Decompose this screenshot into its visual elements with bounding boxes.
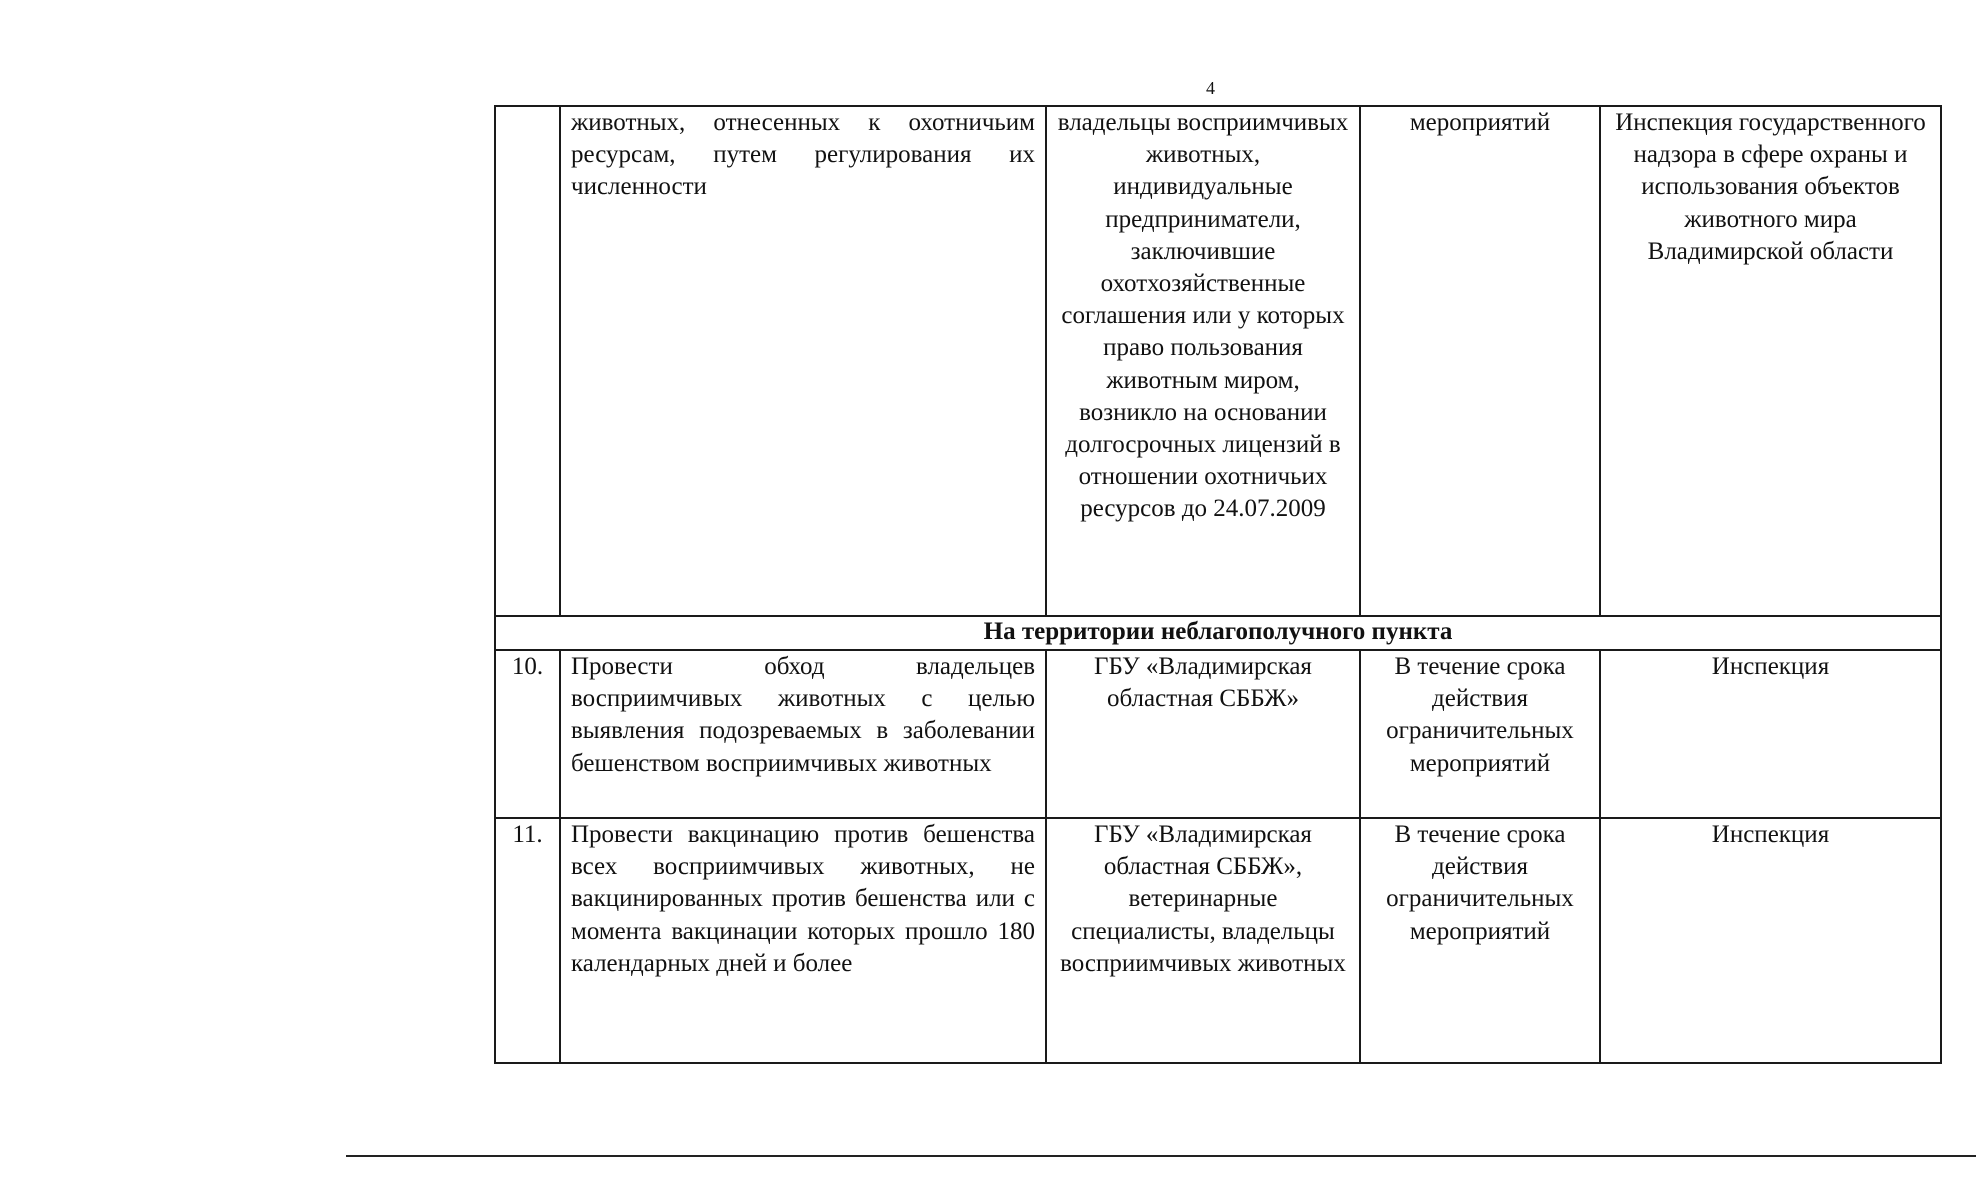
- control-cell: Инспекция государственного надзора в сфере охраны и использования объектов животного мира Владимирской области: [1600, 106, 1941, 616]
- action-cell: Провести обход владельцев восприимчивых животных с целью выявления подозреваемых в заболевании бешенством восприимчивых животных: [560, 650, 1046, 818]
- measures-table: [494, 105, 1942, 1064]
- row-number-cell: [495, 106, 560, 616]
- control-cell: Инспекция: [1600, 650, 1941, 818]
- row-number-cell: 11.: [495, 818, 560, 1063]
- action-cell: животных, отнесенных к охотничьим ресурсам, путем регулирования их численности: [560, 106, 1046, 616]
- executors-cell: ГБУ «Владимирская областная СББЖ»: [1046, 650, 1360, 818]
- term-cell: мероприятий: [1360, 106, 1600, 616]
- table-row-continuation: [495, 106, 1941, 616]
- executors-cell: ГБУ «Владимирская областная СББЖ», ветеринарные специалисты, владельцы восприимчивых животных: [1046, 818, 1360, 1063]
- page-number: 4: [1206, 78, 1215, 98]
- section-title: На территории неблагополучного пункта: [495, 616, 1941, 650]
- section-header-row: [495, 616, 1941, 650]
- footer-rule: [346, 1155, 1976, 1157]
- table-row: [495, 650, 1941, 818]
- term-cell: В течение срока действия ограничительных мероприятий: [1360, 650, 1600, 818]
- action-cell: Провести вакцинацию против бешенства всех восприимчивых животных, не вакцинированных против бешенства или с момента вакцинации которых прошло 180 календарных дней и более: [560, 818, 1046, 1063]
- row-number-cell: 10.: [495, 650, 560, 818]
- table-row: [495, 818, 1941, 1063]
- executors-cell: владельцы восприимчивых животных, индивидуальные предприниматели, заключившие охотхозяйственные соглашения или у которых право пользования животным миром, возникло на основании долгосрочных лицензий в отношении охотничьих ресурсов до 24.07.2009: [1046, 106, 1360, 616]
- term-cell: В течение срока действия ограничительных мероприятий: [1360, 818, 1600, 1063]
- control-cell: Инспекция: [1600, 818, 1941, 1063]
